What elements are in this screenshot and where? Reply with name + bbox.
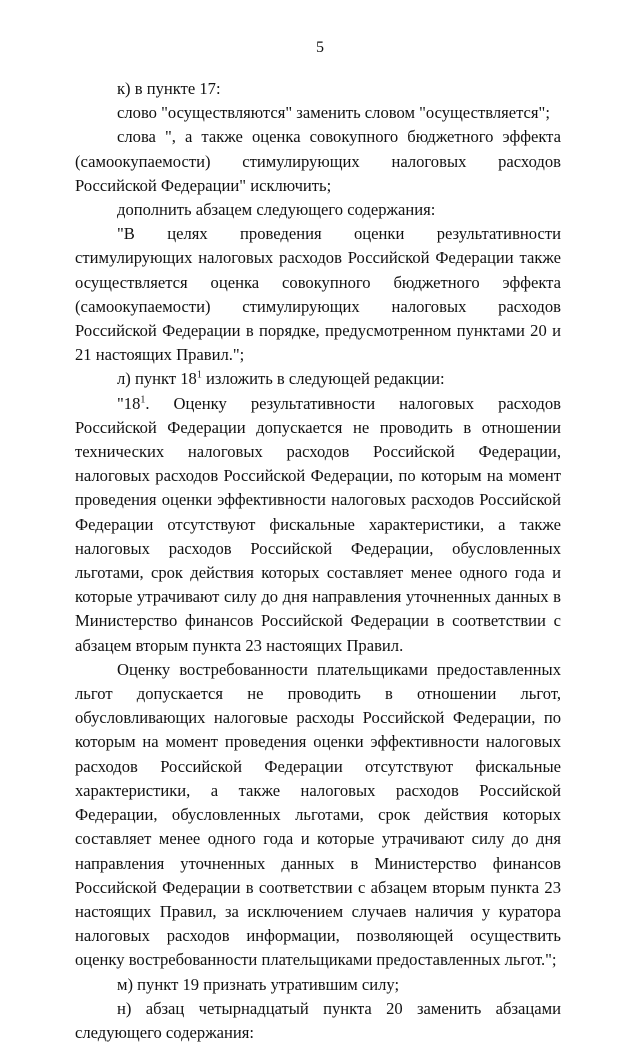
paragraph-point-18-1-pre: "18 [117,393,141,413]
paragraph-remove-words: слова ", а также оценка совокупного бюджетного эффекта (самоокупаемости) стимулирующих налоговых расходов Российской Федерации" исключить; [75,127,561,195]
paragraph-item-l-post: изложить в следующей редакции: [201,369,445,389]
paragraph-item-k: к) в пункте 17: [117,79,221,98]
paragraph-replace-word: слово "осуществляются" заменить словом "осуществляется"; [117,103,550,123]
paragraph-point-18-1 [75,392,561,658]
paragraph-demand-assessment: Оценку востребованности плательщиками предоставленных льгот допускается не проводить в отношении льгот, обусловливающих налоговые расходы Российской Федерации, по которым на момент проведения оценки эффективности налоговых расходов Российской Федерации отсутствуют фискальные характеристики, а также налоговых расходов Российской Федерации, обусловленных льготами, срок действия которых составляет менее одного года и которые утрачивают силу до дня направления уточненных данных в Министерство финансов Российской Федерации в соответствии с абзацем вторым пункта 23 настоящих Правил, за исключением случаев наличия у куратора налоговых расходов информации, позволяющей осуществить оценку востребованности плательщиками предоставленных льгот."; [75,659,561,970]
paragraph-add-abzac: дополнить абзацем следующего содержания: [117,200,436,220]
paragraph-quoted-abzac: "В целях проведения оценки результативности стимулирующих налоговых расходов Российской Федерации также осуществляется оценка совокупного бюджетного эффекта (самоокупаемости) стимулирующих налоговых расходов Российской Федерации в порядке, предусмотренном пунктами 20 и 21 настоящих Правил."; [75,224,561,365]
paragraph-item-n: н) абзац четырнадцатый пункта 20 заменить абзацами следующего содержания: [75,998,561,1042]
paragraph-item-m: м) пункт 19 признать утратившим силу; [117,974,400,994]
paragraph-item-l-pre: л) пункт 18 [117,369,197,389]
paragraph-item-l [75,367,561,391]
superscript-one: 1 [196,369,202,381]
superscript-one: 1 [140,394,146,406]
document-body [75,77,561,1045]
page-number: 5 [316,39,324,56]
paragraph-point-18-1-post: . Оценку результативности налоговых расходов Российской Федерации допускается не проводить в отношении технических налоговых расходов Российской Федерации, налоговых расходов Российской Федерации, по которым на момент проведения оценки эффективности налоговых расходов Российской Федерации отсутствуют фискальные характеристики, а также налоговых расходов Российской Федерации, обусловленных льготами, срок действия которых составляет менее одного года и которые утрачивают силу до дня направления уточненных данных в Министерство финансов Российской Федерации в соответствии с абзацем вторым пункта 23 настоящих Правил. [75,393,561,655]
